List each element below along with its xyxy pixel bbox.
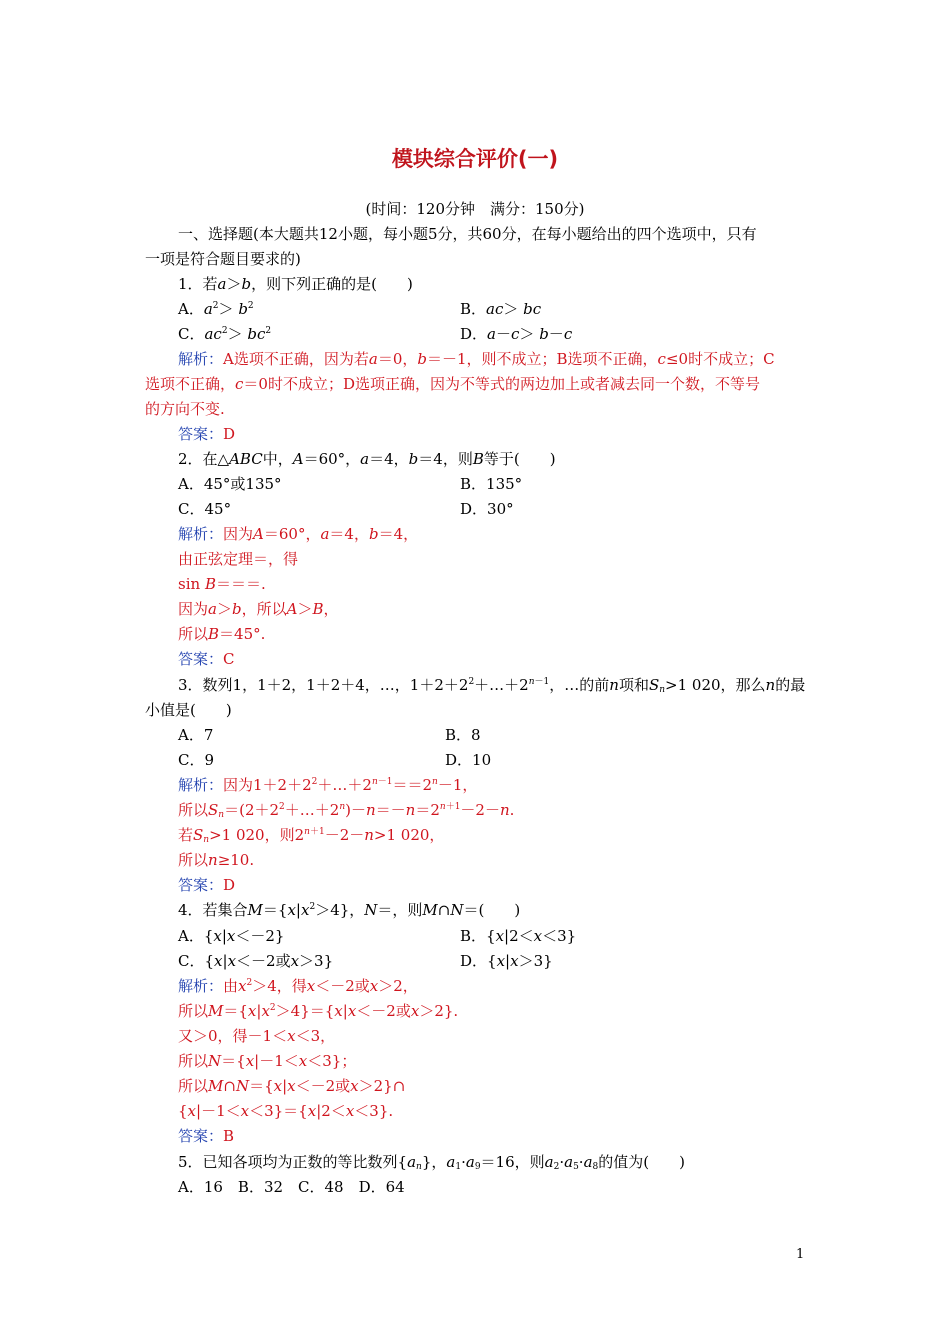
- q1-analysis-line3: 的方向不变.: [145, 400, 225, 418]
- answer-label: 答案：: [178, 650, 224, 668]
- q3-analysis-line4: 所以n≥10.: [178, 851, 255, 869]
- answer-label: 答案：: [178, 425, 224, 443]
- analysis-label: 解析：: [178, 525, 224, 543]
- q4-analysis-line2: 所以$M=\{x|x^2>4\}=\{x|x<-2$或x＞2}.: [178, 1002, 459, 1020]
- q3-answer-value: D: [223, 876, 236, 894]
- exam-info: (时间：120分钟 满分：150分): [365, 200, 585, 218]
- q5-stem: 5．已知各项均为正数的等比数列$\{a_n\}$，$a_1\cdot a_9=16$，则$a_2\cdot a_5\cdot a_8$的值为( ): [178, 1153, 685, 1172]
- q1-answer: [178, 424, 235, 444]
- answer-label: 答案：: [178, 1127, 224, 1145]
- q2-analysis-line5: 所以B＝45°.: [178, 625, 266, 643]
- q3-option-d: D．10: [445, 751, 492, 769]
- q2-option-c: C．45°: [178, 500, 232, 518]
- q2-analysis-line2: 由正弦定理＝，得: [178, 550, 299, 568]
- answer-label: 答案：: [178, 876, 224, 894]
- q4-analysis-line3: 又＞0，得－1＜x＜3，: [178, 1027, 336, 1045]
- q4-analysis-line4: 所以N＝{x|－1＜x＜3}；: [178, 1052, 357, 1070]
- q3-option-b: B．8: [445, 726, 481, 744]
- q1-option-d: D．a－c＞ b－c: [460, 325, 573, 343]
- q4-analysis-line5: 所以M∩N＝{x|x＜－2或x＞2}∩: [178, 1077, 406, 1095]
- q4-option-b: B．{x|2＜x＜3}: [460, 927, 577, 945]
- q3-option-c: C．9: [178, 751, 215, 769]
- q4-option-a: A．{x|x＜－2}: [178, 927, 285, 945]
- q1-option-c: C．$ac^2> bc^2$: [178, 325, 272, 343]
- q2-stem: 2．在△ABC中，A＝60°，a＝4，b＝4，则B等于( ): [178, 450, 556, 468]
- section-heading-line1: 一、选择题(本大题共12小题，每小题5分，共60分，在每小题给出的四个选项中，只有: [178, 225, 757, 243]
- analysis-label: 解析：: [178, 350, 224, 368]
- q3-analysis-line3: 若$S_n>1$ 020，则$2^{n+1}-2-n>1$ 020，: [178, 826, 445, 845]
- q2-option-a: A．45°或135°: [178, 475, 282, 493]
- q3-analysis-line2: 所以$S_n=(2+2^2+\dots+2^n)-n=-n=2^{n+1}-2-n$.: [178, 801, 515, 820]
- q4-answer: [178, 1126, 234, 1146]
- q2-option-b: B．135°: [460, 475, 523, 493]
- q1-analysis-line1: 解析：A选项不正确，因为若a＝0，b＝－1，则不成立；B选项不正确，c≤0时不成立；C: [178, 350, 775, 368]
- q2-option-d: D．30°: [460, 500, 514, 518]
- q4-option-d: D．{x|x＞3}: [460, 952, 553, 970]
- q1-option-a: A．$a^2> b^2$: [178, 300, 254, 318]
- q4-analysis-line6: {x|－1＜x＜3}＝{x|2＜x＜3}.: [178, 1102, 394, 1120]
- section-heading-line2: 一项是符合题目要求的): [145, 250, 301, 268]
- page-number: 1: [796, 1247, 805, 1262]
- q3-stem-line1: 3．数列1，1＋2，1＋2＋4，…，$1+2+2^2+\dots+2^{n-1}$，…的前n项和$S_n>1$ 020，那么n的最: [178, 676, 806, 695]
- q1-answer-value: D: [223, 425, 236, 443]
- page-title: 模块综合评价(一): [391, 147, 559, 171]
- q3-option-a: A．7: [178, 726, 214, 744]
- q5-options: A．16 B．32 C．48 D．64: [178, 1178, 405, 1196]
- q4-option-c: C．{x|x＜－2或x＞3}: [178, 952, 334, 970]
- q3-answer: [178, 875, 235, 895]
- q2-answer-value: C: [223, 650, 235, 668]
- analysis-label: 解析：: [178, 776, 224, 794]
- q2-analysis-line4: 因为a＞b，所以A＞B，: [178, 600, 339, 618]
- q2-analysis-line1: 解析：因为A＝60°，a＝4，b＝4，: [178, 525, 419, 543]
- analysis-label: 解析：: [178, 977, 224, 995]
- q4-stem: 4．若集合$M=\{x|x^2>4\}$，N＝，则M∩N＝( ): [178, 901, 521, 919]
- q3-stem-line2: 小值是( ): [145, 701, 232, 719]
- q3-analysis-line1: 解析：因为$1+2+2^2+\dots+2^{n-1}==2^n-1$，: [178, 776, 478, 794]
- q2-analysis-line3: sin B＝＝＝.: [178, 575, 266, 593]
- q1-stem: 1．若a＞b，则下列正确的是( ): [178, 275, 413, 293]
- q2-answer: [178, 649, 235, 669]
- q1-option-b: B．ac＞ bc: [460, 300, 542, 318]
- q4-analysis-line1: 解析：由$x^2>4$，得x＜－2或x＞2，: [178, 977, 418, 995]
- q1-analysis-line2: 选项不正确，c＝0时不成立；D选项正确，因为不等式的两边加上或者减去同一个数，不等号: [145, 375, 760, 393]
- q4-answer-value: B: [223, 1127, 235, 1145]
